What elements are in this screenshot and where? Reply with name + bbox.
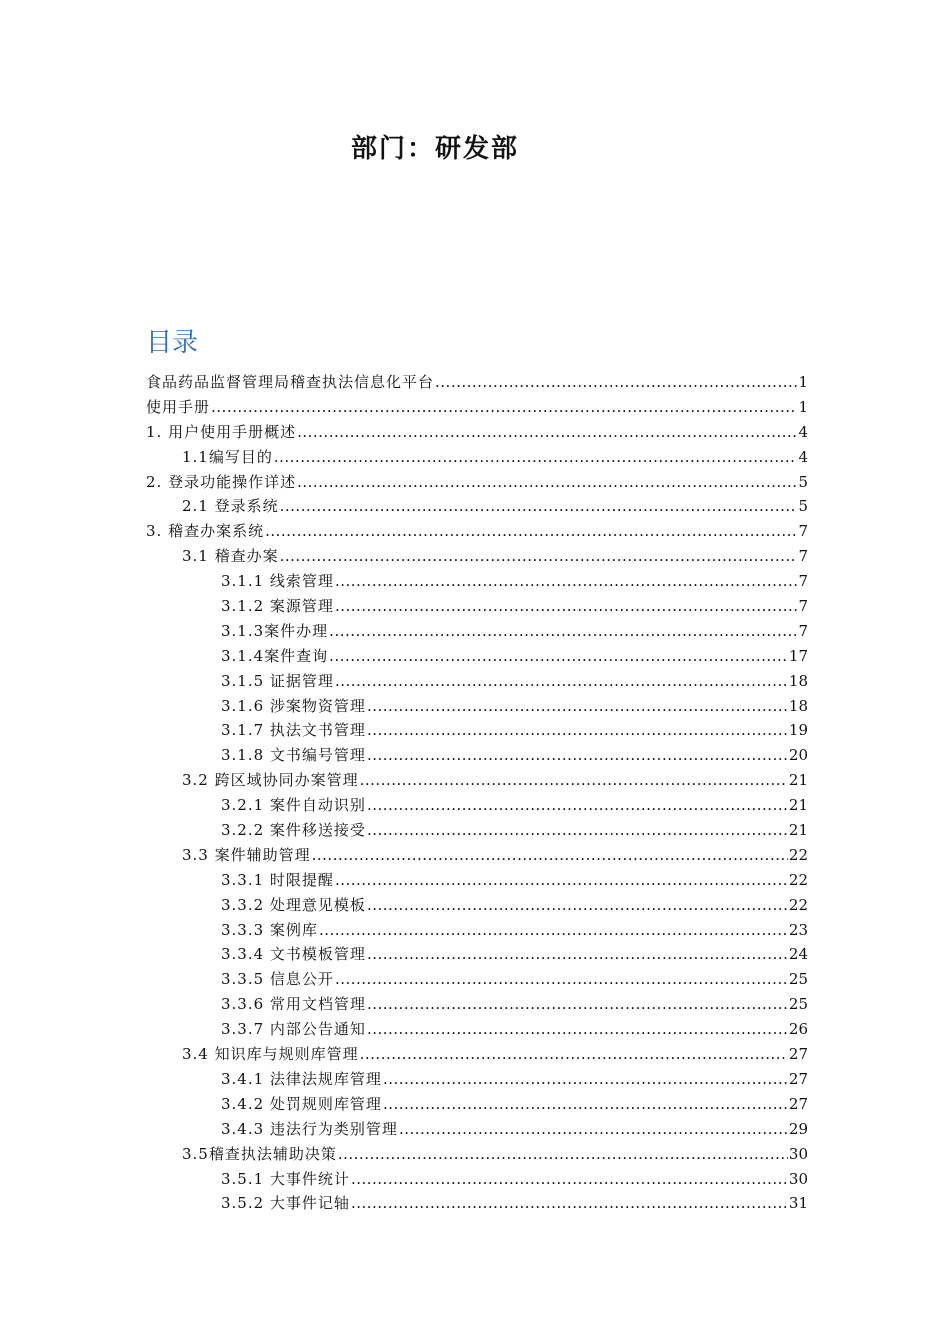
toc-entry-label: 3.4.1 法律法规库管理 [221, 1069, 382, 1088]
toc-entry[interactable] [146, 918, 808, 943]
toc-entry-label: 3.4 知识库与规则库管理 [182, 1045, 359, 1064]
toc-entry-label: 3.4.2 处罚规则库管理 [221, 1094, 382, 1113]
department-title: 部门：研发部 [350, 134, 519, 164]
toc-leader-dots [360, 768, 788, 793]
toc-entry-label: 3.3.4 文书模板管理 [221, 945, 366, 964]
toc-entry[interactable] [146, 519, 808, 544]
toc-leader-dots [335, 669, 788, 694]
toc-entry[interactable] [146, 544, 808, 569]
toc-entry[interactable] [146, 967, 808, 992]
toc-entry-page: 22 [788, 845, 808, 864]
toc-leader-dots [399, 1117, 788, 1142]
toc-entry[interactable] [146, 594, 808, 619]
toc-entry-page: 21 [788, 821, 808, 840]
toc-entry-page: 29 [788, 1119, 808, 1138]
toc-entry-page: 21 [788, 796, 808, 815]
toc-entry-label: 3.3.6 常用文档管理 [221, 995, 366, 1014]
toc-entry[interactable] [146, 1167, 808, 1192]
toc-entry-label: 3.3.7 内部公告通知 [221, 1020, 366, 1039]
toc-entry-page: 7 [798, 547, 808, 566]
toc-entry[interactable] [146, 1067, 808, 1092]
toc-heading: 目录 [146, 328, 199, 358]
toc-entry-label: 使用手册 [146, 397, 211, 416]
toc-entry-label: 3.4.3 违法行为类别管理 [221, 1119, 398, 1138]
toc-entry[interactable] [146, 619, 808, 644]
toc-leader-dots [329, 644, 788, 669]
toc-entry[interactable] [146, 569, 808, 594]
toc-entry-page: 4 [798, 447, 808, 466]
toc-leader-dots [367, 1017, 788, 1042]
toc-entry-page: 27 [788, 1045, 808, 1064]
toc-leader-dots [367, 942, 788, 967]
toc-entry-label: 3.3.1 时限提醒 [221, 870, 334, 889]
toc-entry[interactable] [146, 1042, 808, 1067]
toc-entry-label: 3.3 案件辅助管理 [182, 845, 311, 864]
toc-entry-page: 30 [788, 1144, 808, 1163]
toc-entry-page: 7 [798, 522, 808, 541]
toc-entry-label: 3.2.2 案件移送接受 [221, 821, 366, 840]
toc-entry-label: 食品药品监督管理局稽查执法信息化平台 [146, 373, 435, 391]
toc-entry-page: 21 [788, 771, 808, 790]
toc-leader-dots [383, 1067, 788, 1092]
toc-entry[interactable] [146, 395, 808, 420]
toc-entry-label: 3.1.4案件查询 [221, 646, 329, 665]
toc-entry-page: 24 [788, 945, 808, 964]
toc-entry-page: 26 [788, 1020, 808, 1039]
toc-leader-dots [265, 519, 797, 544]
toc-leader-dots [280, 544, 798, 569]
toc-entry-page: 7 [798, 621, 808, 640]
toc-entry-page: 1 [798, 397, 808, 416]
toc-leader-dots [367, 893, 788, 918]
toc-entry-page: 31 [788, 1194, 808, 1213]
toc-leader-dots [367, 694, 788, 719]
toc-entry[interactable] [146, 1191, 808, 1216]
toc-entry[interactable] [146, 893, 808, 918]
toc-leader-dots [351, 1167, 788, 1192]
toc-entry-page: 25 [788, 970, 808, 989]
toc-entry[interactable] [146, 1142, 808, 1167]
toc-entry[interactable] [146, 743, 808, 768]
toc-entry[interactable] [146, 1092, 808, 1117]
toc-entry[interactable] [146, 494, 808, 519]
toc-entry-label: 1.1编写目的 [182, 447, 273, 466]
toc-leader-dots [367, 992, 788, 1017]
toc-entry-label: 3.1.1 线索管理 [221, 572, 334, 591]
toc-entry-page: 27 [788, 1069, 808, 1088]
toc-leader-dots [367, 718, 788, 743]
toc-entry-label: 3. 稽查办案系统 [146, 522, 265, 541]
toc-leader-dots [435, 370, 797, 395]
toc-leader-dots [338, 1142, 788, 1167]
toc-entry[interactable] [146, 718, 808, 743]
toc-leader-dots [383, 1092, 788, 1117]
toc-leader-dots [367, 818, 788, 843]
toc-entry[interactable] [146, 793, 808, 818]
toc-entry-label: 3.1.2 案源管理 [221, 597, 334, 616]
toc-entry-page: 27 [788, 1094, 808, 1113]
toc-entry-page: 5 [798, 472, 808, 491]
toc-leader-dots [335, 594, 798, 619]
toc-entry[interactable] [146, 470, 808, 495]
toc-leader-dots [360, 1042, 788, 1067]
toc-entry-page: 5 [798, 497, 808, 516]
toc-entry-label: 2.1 登录系统 [182, 497, 279, 516]
toc-entry-label: 3.3.3 案例库 [221, 920, 318, 939]
toc-entry[interactable] [146, 818, 808, 843]
toc-entry-page: 22 [788, 870, 808, 889]
toc-entry-page: 19 [788, 721, 808, 740]
toc-leader-dots [319, 918, 788, 943]
toc-entry-page: 22 [788, 895, 808, 914]
toc-entry[interactable] [146, 445, 808, 470]
toc-leader-dots [335, 868, 788, 893]
toc-entry-label: 1. 用户使用手册概述 [146, 422, 297, 441]
toc-entry-label: 3.5.2 大事件记轴 [221, 1194, 350, 1213]
toc-entry-label: 2. 登录功能操作详述 [146, 472, 297, 491]
toc-entry-page: 4 [798, 422, 808, 441]
toc-entry[interactable] [146, 868, 808, 893]
toc-leader-dots [297, 470, 797, 495]
toc-entry[interactable] [146, 694, 808, 719]
toc-entry-label: 3.1 稽查办案 [182, 547, 279, 566]
toc-entry-label: 3.5稽查执法辅助决策 [182, 1144, 337, 1163]
toc-entry-page: 7 [798, 572, 808, 591]
toc-entry[interactable] [146, 644, 808, 669]
toc-entry-label: 3.2.1 案件自动识别 [221, 796, 366, 815]
toc-entry[interactable] [146, 992, 808, 1017]
toc-entry[interactable] [146, 768, 808, 793]
toc-entry-label: 3.1.7 执法文书管理 [221, 721, 366, 740]
toc-entry-page: 17 [788, 646, 808, 665]
toc-entry-page: 18 [788, 671, 808, 690]
toc-entry[interactable] [146, 942, 808, 967]
toc-leader-dots [297, 420, 797, 445]
toc-entry-label: 3.3.2 处理意见模板 [221, 895, 366, 914]
toc-leader-dots [329, 619, 797, 644]
toc-leader-dots [351, 1191, 788, 1216]
toc-leader-dots [367, 743, 788, 768]
toc-entry-label: 3.3.5 信息公开 [221, 970, 334, 989]
toc-entry-page: 20 [788, 746, 808, 765]
toc-entry-page: 7 [798, 597, 808, 616]
toc-entry-page: 25 [788, 995, 808, 1014]
toc-entry-page: 1 [798, 373, 808, 391]
toc-leader-dots [367, 793, 788, 818]
toc-entry-label: 3.2 跨区域协同办案管理 [182, 771, 359, 790]
toc-leader-dots [280, 494, 798, 519]
toc-leader-dots [211, 395, 797, 420]
toc-entry-label: 3.1.6 涉案物资管理 [221, 696, 366, 715]
toc-entry-page: 30 [788, 1169, 808, 1188]
toc-entry-label: 3.1.8 文书编号管理 [221, 746, 366, 765]
toc-entry[interactable] [146, 669, 808, 694]
toc-entry-label: 3.1.3案件办理 [221, 621, 329, 640]
toc-leader-dots [335, 569, 798, 594]
toc-entry-page: 23 [788, 920, 808, 939]
toc-leader-dots [274, 445, 798, 470]
toc-entry[interactable] [146, 1117, 808, 1142]
table-of-contents [146, 370, 808, 1216]
toc-entry[interactable] [146, 1017, 808, 1042]
toc-leader-dots [335, 967, 788, 992]
toc-entry-label: 3.5.1 大事件统计 [221, 1169, 350, 1188]
toc-entry[interactable] [146, 843, 808, 868]
toc-entry[interactable] [146, 370, 808, 395]
toc-entry[interactable] [146, 420, 808, 445]
toc-entry-label: 3.1.5 证据管理 [221, 671, 334, 690]
toc-entry-page: 18 [788, 696, 808, 715]
toc-leader-dots [312, 843, 788, 868]
